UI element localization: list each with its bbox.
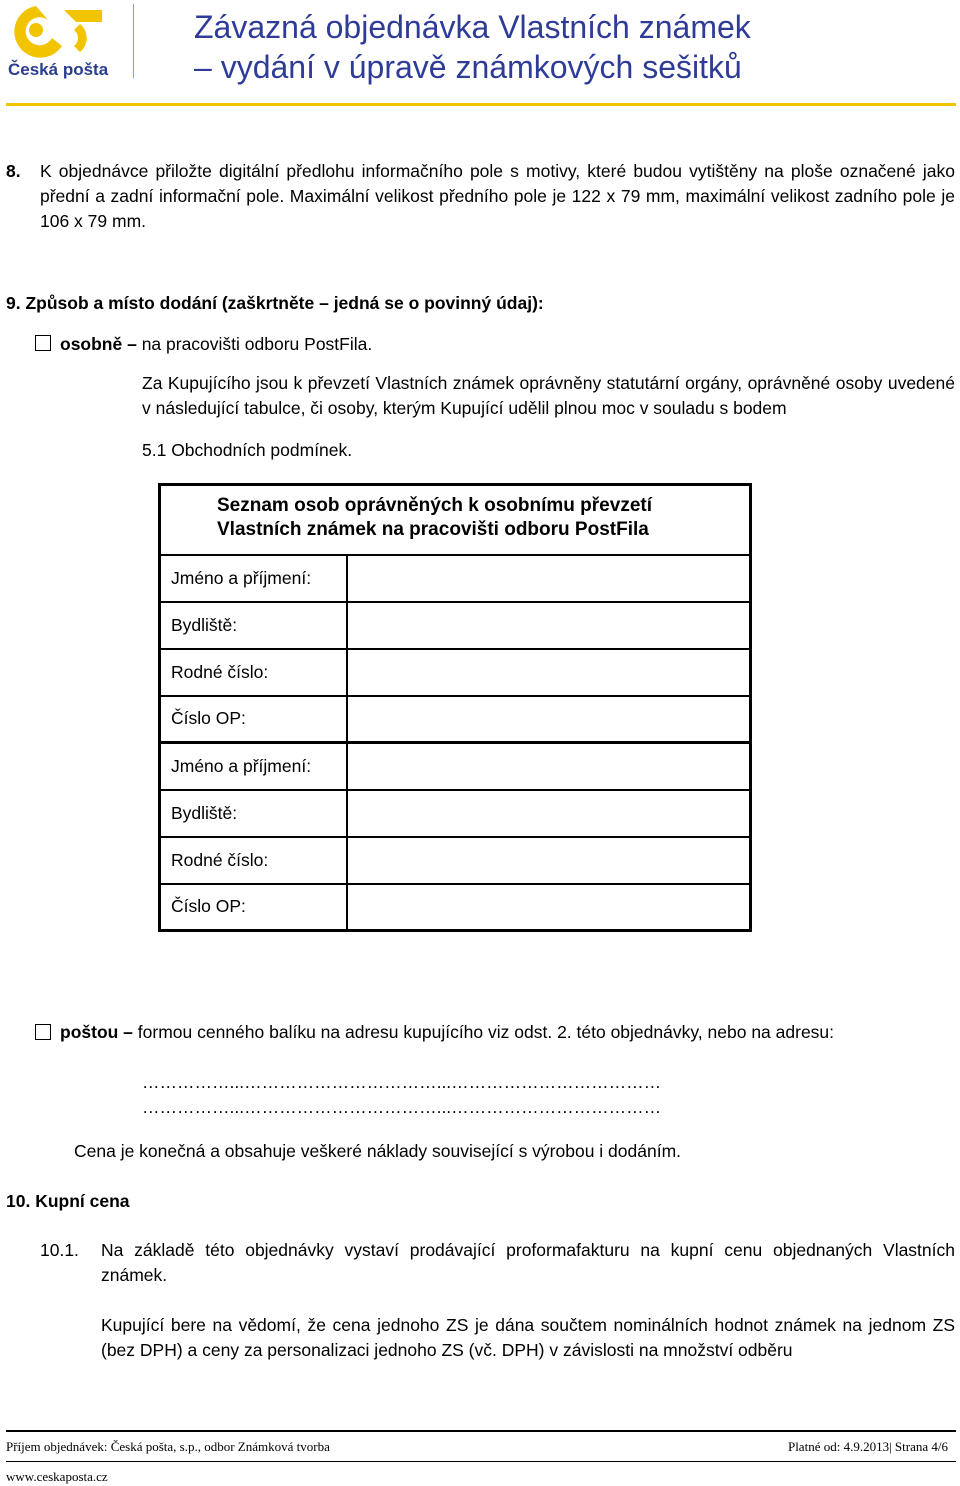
table-title <box>160 485 751 555</box>
row-label: Jméno a příjmení: <box>160 555 347 602</box>
post-delivery-text: formou cenného balíku na adresu kupujícího viz odst. 2. této objednávky, nebo na adresu: <box>132 1022 835 1042</box>
row-label: Rodné číslo: <box>160 837 347 884</box>
footer-rule-2 <box>6 1461 956 1462</box>
table-row <box>160 696 751 743</box>
table-row <box>160 790 751 837</box>
ceska-posta-logo <box>6 2 126 80</box>
footer-rule <box>6 1430 956 1432</box>
table-header-row <box>160 485 751 555</box>
footer-left: Příjem objednávek: Česká pošta, s.p., odbor Známková tvorba <box>6 1439 330 1454</box>
header-divider <box>133 4 134 78</box>
table-row <box>160 837 751 884</box>
address-field-2[interactable] <box>347 790 751 837</box>
section-9-heading: 9. Způsob a místo dodání (zaškrtněte – jedná se o povinný údaj): <box>6 293 544 313</box>
row-label: Bydliště: <box>160 602 347 649</box>
address-field-1[interactable] <box>347 602 751 649</box>
row-label: Jméno a příjmení: <box>160 743 347 790</box>
page-title: Závazná objednávka Vlastních známek <box>194 9 751 45</box>
logo-text: Česká pošta <box>8 60 109 79</box>
name-field-2[interactable] <box>347 743 751 790</box>
personal-delivery-label: osobně – <box>60 334 137 354</box>
price-note: Cena je konečná a obsahuje veškeré náklady související s výrobou i dodáním. <box>74 1141 682 1161</box>
row-label: Číslo OP: <box>160 696 347 743</box>
section-10-1-text: Na základě této objednávky vystaví prodávající proformafakturu na kupní cenu objednaných Vlastních známek. <box>101 1240 955 1285</box>
authorized-persons-table <box>158 483 752 932</box>
footer-right: Platné od: 4.9.2013| Strana 4/6 <box>787 1439 948 1454</box>
id-card-field-1[interactable] <box>347 696 751 743</box>
address-line-1[interactable]: ……………...……………………………...……………………………… <box>142 1072 662 1092</box>
post-delivery-option <box>60 1020 834 1045</box>
personal-delivery-note: Za Kupujícího jsou k převzetí Vlastních známek oprávněny statutární orgány, oprávněné osoby uvedené v následující tabulce, či osoby, kterým Kupující udělil plnou moc v souladu s bodem <box>142 373 955 418</box>
table-row <box>160 649 751 696</box>
table-row <box>160 743 751 790</box>
page-subtitle: – vydání v úpravě známkových sešitků <box>194 49 742 85</box>
id-card-field-2[interactable] <box>347 884 751 931</box>
section-8-number: 8. <box>6 161 21 181</box>
table-row <box>160 602 751 649</box>
birth-number-field-1[interactable] <box>347 649 751 696</box>
table-title-line1: Seznam osob oprávněných k osobnímu převzetí <box>217 495 652 516</box>
table-row <box>160 555 751 602</box>
personal-delivery-text: na pracovišti odboru PostFila. <box>136 334 373 354</box>
section-10-1-note: Kupující bere na vědomí, že cena jednoho ZS je dána součtem nominálních hodnot známek na jednom ZS (bez DPH) a ceny za personalizaci jednoho ZS (vč. DPH) v závislosti na množství odběru <box>101 1315 955 1360</box>
personal-delivery-option <box>60 332 372 357</box>
row-label: Bydliště: <box>160 790 347 837</box>
birth-number-field-2[interactable] <box>347 837 751 884</box>
footer-website[interactable]: www.ceskaposta.cz <box>6 1469 108 1484</box>
posthorn-icon <box>6 2 106 60</box>
address-line-2[interactable]: ……………...……………………………...……………………………… <box>142 1097 662 1117</box>
section-10-heading: 10. Kupní cena <box>6 1191 130 1211</box>
row-label: Číslo OP: <box>160 884 347 931</box>
table-title-line2: Vlastních známek na pracovišti odboru PostFila <box>217 519 649 540</box>
post-delivery-label: poštou – <box>60 1022 133 1042</box>
section-8-text: K objednávce přiložte digitální předlohu informačního pole s motivy, které budou vytištěny na ploše označené jako přední a zadní informační pole. Maximální velikost předního pole je 122 x 79 mm, maximální velikost zadního pole je 106 x 79 mm. <box>40 161 955 231</box>
row-label: Rodné číslo: <box>160 649 347 696</box>
personal-delivery-note-ref: 5.1 Obchodních podmínek. <box>142 440 353 460</box>
post-delivery-checkbox[interactable] <box>35 1024 51 1040</box>
personal-delivery-checkbox[interactable] <box>35 335 51 351</box>
name-field-1[interactable] <box>347 555 751 602</box>
table-row <box>160 884 751 931</box>
header-rule <box>6 103 956 106</box>
section-10-1-number: 10.1. <box>40 1240 79 1260</box>
